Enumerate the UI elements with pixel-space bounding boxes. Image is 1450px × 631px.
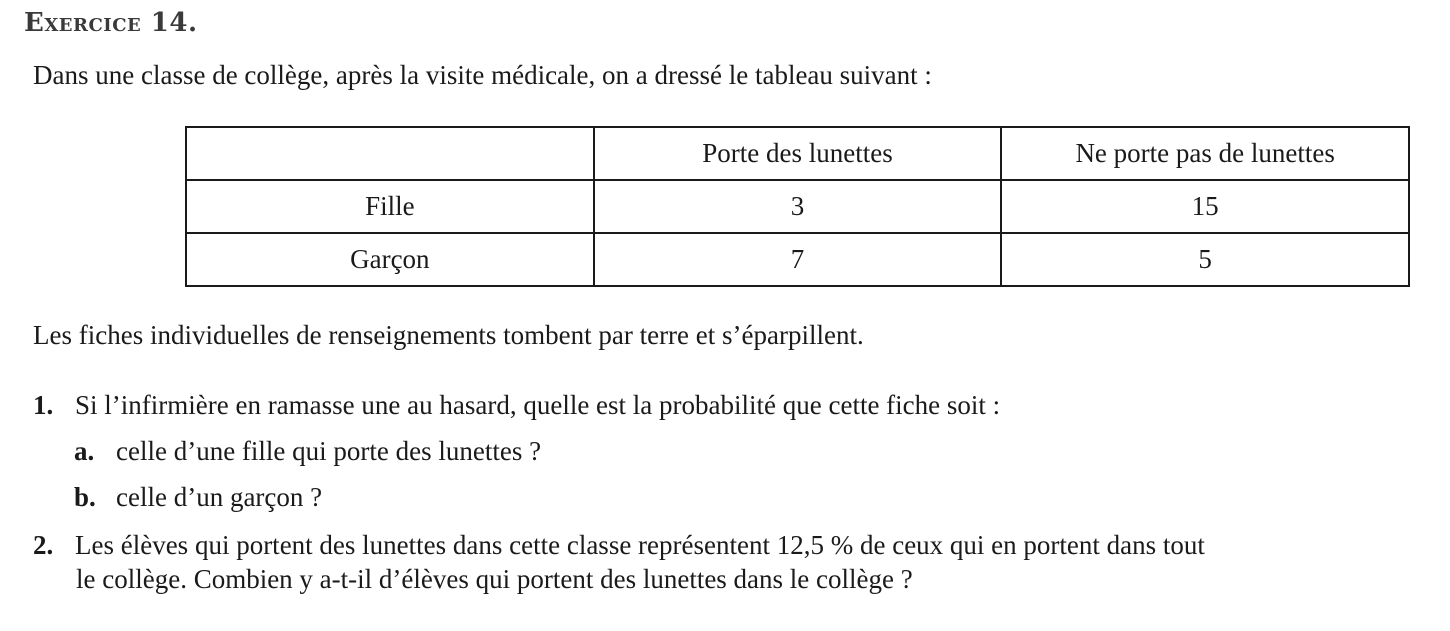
- subquestion-text: celle d’une fille qui porte des lunettes ?: [116, 436, 542, 466]
- question-text-line-2: le collège. Combien y a-t-il d’élèves qui portent des lunettes dans le collège ?: [76, 564, 913, 594]
- intro-paragraph: Dans une classe de collège, après la visite médicale, on a dressé le tableau suivant :: [33, 60, 932, 90]
- data-table: [185, 126, 1410, 287]
- table-cell: 3: [594, 180, 1002, 233]
- table-header-row: [186, 127, 1409, 180]
- table-row-label: Garçon: [186, 233, 594, 286]
- question-number: 1.: [33, 390, 54, 420]
- question-number: 2.: [33, 530, 54, 560]
- subquestion-letter: a.: [74, 436, 95, 466]
- table-header-cell: Ne porte pas de lunettes: [1001, 127, 1409, 180]
- table-cell: 5: [1001, 233, 1409, 286]
- table-header-cell: [186, 127, 594, 180]
- exercise-title: Exercice 14.: [24, 8, 198, 38]
- subquestion-text: celle d’un garçon ?: [116, 482, 323, 512]
- question-text-line-1: Les élèves qui portent des lunettes dans cette classe représentent 12,5 % de ceux qui en portent dans tout: [75, 530, 1205, 560]
- subquestion-letter: b.: [74, 482, 96, 512]
- question-text: Si l’infirmière en ramasse une au hasard, quelle est la probabilité que cette fiche soit :: [75, 390, 1001, 420]
- table-cell: 15: [1001, 180, 1409, 233]
- table-row: [186, 233, 1409, 286]
- table-row: [186, 180, 1409, 233]
- table-row-label: Fille: [186, 180, 594, 233]
- table-cell: 7: [594, 233, 1002, 286]
- fiches-paragraph: Les fiches individuelles de renseignements tombent par terre et s’éparpillent.: [33, 320, 864, 350]
- table-header-cell: Porte des lunettes: [594, 127, 1002, 180]
